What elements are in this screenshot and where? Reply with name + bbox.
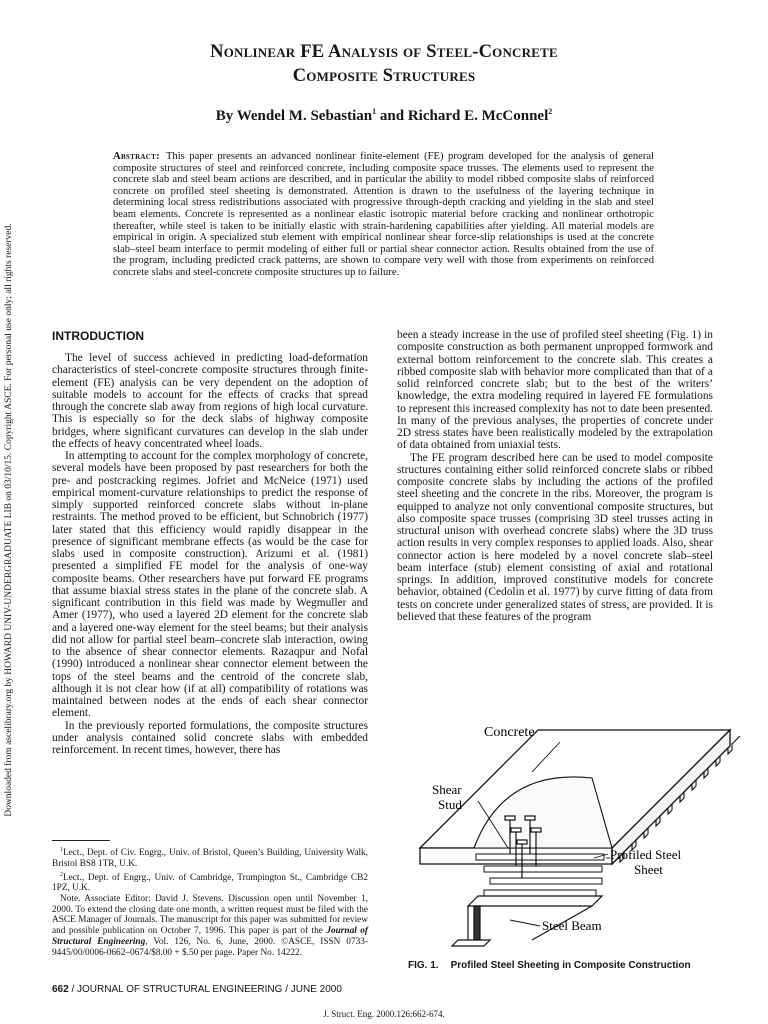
right-column <box>397 329 713 623</box>
page-footer <box>52 984 342 995</box>
abstract-label: Abstract: <box>113 151 160 162</box>
label-steel-beam: Steel Beam <box>542 918 602 933</box>
label-sheet: Sheet <box>634 862 663 877</box>
intro-paragraph-5: The FE program described here can be used to model composite structures containing either solid reinforced concrete slabs or ribbed composite concrete slabs by including the actions of the profiled steel sheeting and the concrete in the ribs. Moreover, the program is equipped to analyze not only conventional composite structures, but also composite space trusses (comprising 3D steel trusses acting in structural unison with overhead concrete slabs) where the 3D truss action results in very complex responses to applied loads. Also, shear connector action is here modeled by a novel concrete slab–steel beam interface (stub) element consisting of axial and rotational springs. In addition, improved constitutive models for concrete behavior, obtained (Cedolin et al. 1977) by curve fitting of data from tests on concrete under generalized states of stress, are provided. It is believed that these features of the program <box>397 451 713 623</box>
author-2-affil: 2 <box>548 107 553 116</box>
footnote-rule <box>52 840 110 841</box>
footnotes <box>52 845 368 958</box>
intro-paragraph-1: The level of success achieved in predicting load-deformation characteristics of steel-concrete composite structures through finite-element (FE) analysis can be very dependent on the adoption of suitable models to account for the effects of cracks that spread through the concrete slab away from regions of high local curvature. This is especially so for the deck slabs of highway composite bridges, where significant curvatures can develop in the slab under the effects of heavy concentrated wheel loads. <box>52 352 368 450</box>
label-shear: Shear <box>432 782 462 797</box>
download-watermark: Downloaded from ascelibrary.org by HOWARD UNIV-UNDERGRADUATE LIB on 03/10/15. Copyright ASCE. For personal use only; all rights reserved. <box>4 223 14 817</box>
paper-title <box>0 40 768 88</box>
label-concrete: Concrete <box>484 725 535 740</box>
label-stud: Stud <box>438 797 462 812</box>
editorial-note <box>52 894 368 958</box>
intro-paragraph-3: In the previously reported formulations, the composite structures under analysis contained solid concrete slabs with embedded reinforcement. In recent times, however, there has <box>52 719 368 756</box>
note-text-a: Note. Associate Editor: David J. Stevens. Discussion open until November 1, 2000. To extend the closing date one month, a written request must be filed with the ASCE Manager of Journals. The manuscript for this paper was submitted for review and possible publication on October 7, 1996. This paper is part of the <box>52 894 368 937</box>
author-1-affil: 1 <box>372 107 377 116</box>
footnote-1 <box>52 845 368 870</box>
footnote-2 <box>52 870 368 895</box>
authors <box>0 107 768 125</box>
journal-running-footer: / JOURNAL OF STRUCTURAL ENGINEERING / JUNE 2000 <box>68 984 342 995</box>
caption-number: FIG. 1. <box>408 960 439 971</box>
citation-line: J. Struct. Eng. 2000.126:662-674. <box>323 1009 445 1019</box>
label-profiled-steel: Profiled Steel <box>610 847 682 862</box>
abstract <box>113 151 654 279</box>
author-2: Richard E. McConnel <box>407 108 549 124</box>
figure-1-diagram <box>412 708 742 948</box>
section-heading-introduction: INTRODUCTION <box>52 329 144 343</box>
footnote-2-text: Lect., Dept. of Engrg., Univ. of Cambridge, Trumpington St., Cambridge CB2 1PZ, U.K. <box>52 872 368 894</box>
figure-1-caption <box>408 960 691 971</box>
footnote-1-mark: 1 <box>60 847 63 853</box>
author-and: and <box>376 108 408 124</box>
abstract-text: This paper presents an advanced nonlinear finite-element (FE) program developed for the analysis of general composite structures of steel and reinforced concrete, including composite space trusses. The elements used to represent the concrete slab and steel beam actions are described, and in particular the ability to model ribbed composite slabs of reinforced concrete on profiled steel sheeting is demonstrated. Attention is drawn to the usefulness of the layering technique in determining local stress redistributions associated with progressive through-depth cracking and yielding in the slab and steel beam elements. Concrete is represented as a nonlinear elastic isotropic material before cracking and nonlinear orthotropic thereafter, while steel is taken to be initially elastic with strain-hardening capabilities after yielding. All material models are empirical in origin. A specialized stub element with empirical nonlinear shear force-slip relationships is used at the concrete slab–steel beam interface to permit modeling of either full or partial shear connector action. Results obtained from the use of the program, including predicted crack patterns, are shown to compare very well with those from experiments on reinforced concrete slabs and steel-concrete composite structures up to failure. <box>113 151 654 278</box>
author-1: By Wendel M. Sebastian <box>215 108 373 124</box>
note-text-b: , Vol. 126, No. 6, June, 2000. ©ASCE, ISSN 0733-9445/00/0006-0662–0674/$8.00 + $.50 per page. Paper No. 14222. <box>52 936 368 958</box>
left-column <box>52 352 368 756</box>
intro-paragraph-4: been a steady increase in the use of profiled steel sheeting (Fig. 1) in composite construction as both permanent unpropped formwork and external bottom reinforcement to the concrete slab. This creates a ribbed composite slab with behavior more complicated than that of a solid reinforced concrete slab; but to the best of the writers’ knowledge, the extra modeling required in layered FE formulations to represent this increased complexity has not to date been presented. In many of the previous analyses, the properties of concrete under 2D stress states have been realistically modeled by the extrapolation of data obtained from uniaxial tests. <box>397 329 713 452</box>
title-line-2: Composite Structures <box>292 66 476 86</box>
page-number: 662 <box>52 984 69 995</box>
footnote-1-text: Lect., Dept. of Civ. Engrg., Univ. of Bristol, Queen’s Building, University Walk, Bristol BS8 1TR, U.K. <box>52 848 368 869</box>
title-line-1: Nonlinear FE Analysis of Steel-Concrete <box>210 42 558 62</box>
intro-paragraph-2: In attempting to account for the complex morphology of concrete, several models have been proposed by past researchers for both the pre- and postcracking regimes. Jofriet and McNeice (1971) used empirical moment-curvature relationships to predict the response of simply supported reinforced concrete slabs without in-plane restraints. The method proved to be efficient, but Schnobrich (1977) later stated that this efficiency would rapidly disappear in the presence of significant membrane effects (as would be the case for slabs used in composite construction). Arizumi et al. (1981) presented a simplified FE model for the analysis of one-way composite beams. Other researchers have put forward FE programs that assume biaxial stress states in the plane of the concrete slab. A significant contribution in this field was made by Wegmuller and Amer (1977), who used a layered 2D element for the concrete slab and a layered one-way element for the steel beams; but their analysis did not allow for partial steel beam–concrete slab interaction, owing to the absence of shear connector elements. Razaqpur and Nofal (1990) introduced a nonlinear shear connector element between the tops of the steel beams and the centroid of the concrete slab, although it is not clear how (if at all) compatibility of rotations was maintained between nodes at the ends of each shear connector element. <box>52 450 368 720</box>
caption-text: Profiled Steel Sheeting in Composite Construction <box>450 960 691 971</box>
footnote-2-mark: 2 <box>60 871 63 878</box>
profiled-steel-sheet <box>476 854 604 896</box>
note-journal-name: Journal of Structural Engineering <box>52 926 368 947</box>
